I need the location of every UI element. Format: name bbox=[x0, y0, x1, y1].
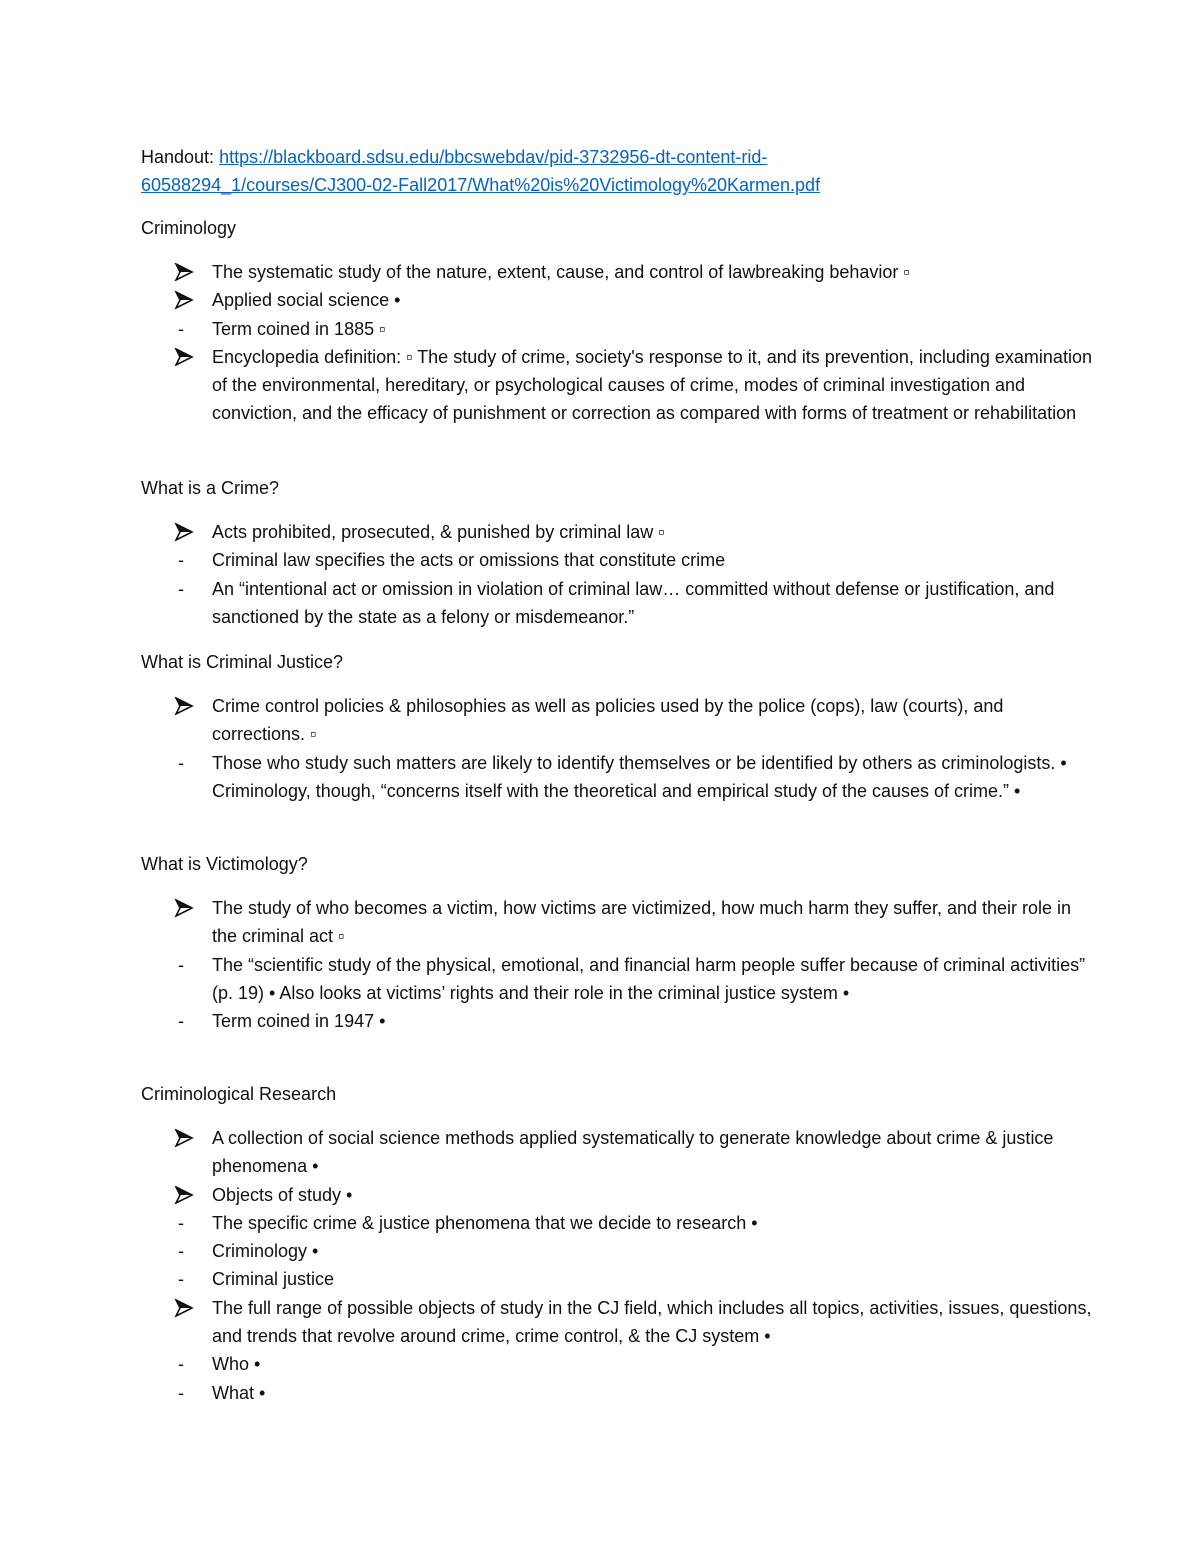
arrow-bullet-icon bbox=[174, 523, 194, 541]
heading-criminological-research: Criminological Research bbox=[141, 1084, 337, 1104]
list-item: Acts prohibited, prosecuted, & punished by criminal law ▫ - Criminal law specifies the acts or omissions that constitute crime - An “intentional act or omission in violation of criminal law… committed without defense or justification, and sanctioned by the state as a felony or misdemeanor.” bbox=[141, 518, 1101, 631]
section-victimology bbox=[141, 850, 1101, 1035]
dash-marker: - bbox=[178, 318, 184, 339]
dash-marker: - bbox=[178, 752, 184, 773]
sub-list-item: - Term coined in 1947 • bbox=[176, 1007, 1101, 1035]
arrow-bullet-icon bbox=[174, 1129, 194, 1147]
section-crime bbox=[141, 474, 1101, 631]
list-item: Objects of study • - The specific crime & justice phenomena that we decide to research • - Criminology • - Criminal justice bbox=[141, 1181, 1101, 1294]
list-item: A collection of social science methods applied systematically to generate knowledge about crime & justice phenomena • bbox=[141, 1124, 1101, 1181]
arrow-bullet-icon bbox=[174, 1186, 194, 1204]
list-item: The systematic study of the nature, extent, cause, and control of lawbreaking behavior ▫ bbox=[141, 258, 1101, 286]
dash-marker: - bbox=[178, 578, 184, 599]
dash-marker: - bbox=[178, 954, 184, 975]
sub-list-item: - An “intentional act or omission in violation of criminal law… committed without defense or justification, and sanctioned by the state as a felony or misdemeanor.” bbox=[176, 575, 1101, 632]
arrow-bullet-icon bbox=[174, 899, 194, 917]
handout-line bbox=[141, 143, 1101, 199]
list-item: Encyclopedia definition: ▫ The study of crime, society's response to it, and its prevention, including examination of the environmental, hereditary, or psychological causes of crime, modes of criminal investigation and conviction, and the efficacy of punishment or correction as compared with forms of treatment or rehabilitation bbox=[141, 343, 1101, 428]
handout-label: Handout: bbox=[141, 147, 215, 167]
sub-list-item: - The specific crime & justice phenomena that we decide to research • bbox=[176, 1209, 1101, 1237]
dash-marker: - bbox=[178, 1011, 184, 1032]
dash-marker: - bbox=[178, 1354, 184, 1375]
dash-marker: - bbox=[178, 1241, 184, 1262]
list-item: The study of who becomes a victim, how victims are victimized, how much harm they suffer, and their role in the criminal act ▫ - The “scientific study of the physical, emotional, and financial harm people suffer because of criminal activities” (p. 19) • Also looks at victims’ rights and their role in the criminal justice system • - Term coined in 1947 • bbox=[141, 894, 1101, 1035]
arrow-bullet-icon bbox=[174, 348, 194, 366]
heading-criminology: Criminology bbox=[141, 218, 237, 238]
sub-list-item: - Criminal justice bbox=[176, 1265, 1101, 1293]
arrow-bullet-icon bbox=[174, 291, 194, 309]
handout-link[interactable]: https://blackboard.sdsu.edu/bbcswebdav/pid-3732956-dt-content-rid- 60588294_1/courses/CJ300-02-Fall2017/What%20is%20Victimology%20Karmen.pdf bbox=[141, 147, 821, 195]
sub-list-item: - Criminal law specifies the acts or omissions that constitute crime bbox=[176, 546, 1101, 574]
list-item: The full range of possible objects of study in the CJ field, which includes all topics, activities, issues, questions, and trends that revolve around crime, crime control, & the CJ system • - Who • - What • bbox=[141, 1294, 1101, 1407]
section-criminological-research bbox=[141, 1080, 1101, 1407]
dash-marker: - bbox=[178, 1382, 184, 1403]
heading-criminal-justice: What is Criminal Justice? bbox=[141, 652, 344, 672]
heading-victimology: What is Victimology? bbox=[141, 854, 308, 874]
sub-list-item: - The “scientific study of the physical, emotional, and financial harm people suffer because of criminal activities” (p. 19) • Also looks at victims’ rights and their role in the criminal justice system • bbox=[176, 951, 1101, 1008]
list-item: Applied social science • - Term coined in 1885 ▫ bbox=[141, 286, 1101, 343]
sub-list-item: - Who • bbox=[176, 1350, 1101, 1378]
dash-marker: - bbox=[178, 1212, 184, 1233]
section-criminology bbox=[141, 214, 1101, 428]
section-criminal-justice bbox=[141, 648, 1101, 805]
heading-crime: What is a Crime? bbox=[141, 478, 280, 498]
sub-list-item: - Those who study such matters are likely to identify themselves or be identified by others as criminologists. • Criminology, though, “concerns itself with the theoretical and empirical study of the causes of crime.” • bbox=[176, 749, 1101, 806]
sub-list-item: - Term coined in 1885 ▫ bbox=[176, 315, 1101, 343]
arrow-bullet-icon bbox=[174, 697, 194, 715]
list-item: Crime control policies & philosophies as well as policies used by the police (cops), law (courts), and corrections. ▫ - Those who study such matters are likely to identify themselves or be identified by others as criminologists. • Criminology, though, “concerns itself with the theoretical and empirical study of the causes of crime.” • bbox=[141, 692, 1101, 805]
dash-marker: - bbox=[178, 1269, 184, 1290]
arrow-bullet-icon bbox=[174, 1299, 194, 1317]
sub-list-item: - Criminology • bbox=[176, 1237, 1101, 1265]
dash-marker: - bbox=[178, 550, 184, 571]
sub-list-item: - What • bbox=[176, 1379, 1101, 1407]
arrow-bullet-icon bbox=[174, 263, 194, 281]
